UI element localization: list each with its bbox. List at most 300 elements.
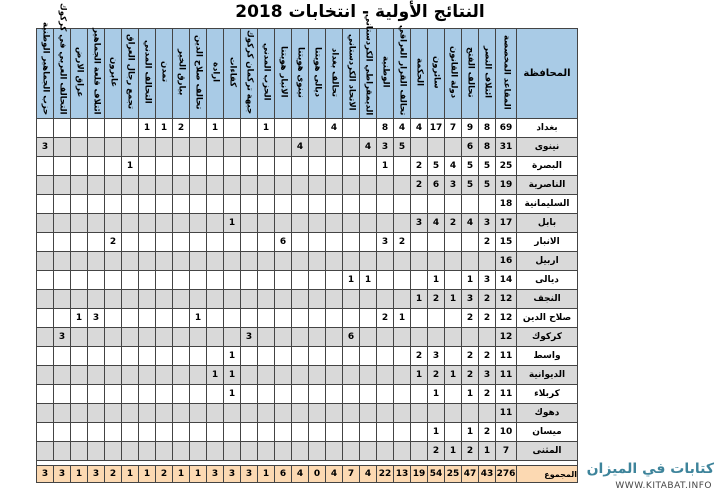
result-cell: 3 bbox=[54, 328, 71, 347]
party-header-label: سائرون bbox=[431, 55, 442, 89]
result-cell: 1 bbox=[360, 271, 377, 290]
result-cell bbox=[88, 195, 105, 214]
result-cell bbox=[122, 271, 139, 290]
result-cell bbox=[462, 252, 479, 271]
result-cell bbox=[377, 347, 394, 366]
total-cell: 4 bbox=[326, 466, 343, 483]
result-cell bbox=[394, 423, 411, 442]
result-cell bbox=[224, 404, 241, 423]
result-cell bbox=[88, 347, 105, 366]
result-cell bbox=[37, 233, 54, 252]
total-cell: 22 bbox=[377, 466, 394, 483]
party-header bbox=[54, 3, 71, 119]
total-cell: 3 bbox=[88, 466, 105, 483]
result-cell bbox=[428, 195, 445, 214]
result-cell bbox=[326, 176, 343, 195]
result-cell bbox=[122, 252, 139, 271]
result-cell bbox=[445, 385, 462, 404]
result-cell bbox=[394, 271, 411, 290]
result-cell bbox=[360, 233, 377, 252]
result-cell bbox=[156, 328, 173, 347]
result-cell bbox=[105, 442, 122, 461]
result-cell bbox=[360, 366, 377, 385]
result-cell bbox=[309, 157, 326, 176]
result-cell bbox=[173, 252, 190, 271]
result-cell bbox=[105, 347, 122, 366]
result-cell bbox=[292, 271, 309, 290]
seats-cell: 25 bbox=[496, 157, 517, 176]
party-header-label: الحكمة bbox=[414, 57, 425, 87]
result-cell bbox=[156, 214, 173, 233]
party-header bbox=[377, 29, 394, 119]
result-cell bbox=[105, 271, 122, 290]
result-cell: 4 bbox=[445, 157, 462, 176]
result-cell bbox=[309, 233, 326, 252]
result-cell bbox=[275, 119, 292, 138]
result-cell bbox=[224, 252, 241, 271]
result-cell bbox=[411, 442, 428, 461]
result-cell bbox=[139, 138, 156, 157]
result-cell bbox=[71, 138, 88, 157]
result-cell bbox=[122, 214, 139, 233]
result-cell bbox=[445, 404, 462, 423]
result-cell bbox=[275, 176, 292, 195]
result-cell bbox=[224, 328, 241, 347]
result-cell bbox=[54, 157, 71, 176]
result-cell bbox=[224, 138, 241, 157]
result-cell bbox=[190, 271, 207, 290]
result-cell bbox=[88, 271, 105, 290]
result-cell bbox=[71, 290, 88, 309]
result-cell: 2 bbox=[411, 347, 428, 366]
result-cell bbox=[258, 290, 275, 309]
result-cell bbox=[37, 309, 54, 328]
table-row bbox=[37, 138, 578, 157]
result-cell bbox=[241, 366, 258, 385]
result-cell bbox=[326, 138, 343, 157]
result-cell bbox=[479, 404, 496, 423]
result-cell bbox=[343, 176, 360, 195]
result-cell bbox=[292, 119, 309, 138]
result-cell bbox=[377, 423, 394, 442]
result-cell bbox=[445, 271, 462, 290]
result-cell bbox=[122, 233, 139, 252]
total-cell: 3 bbox=[207, 466, 224, 483]
result-cell bbox=[343, 252, 360, 271]
result-cell bbox=[173, 271, 190, 290]
seats-cell: 12 bbox=[496, 328, 517, 347]
total-seats: 276 bbox=[496, 466, 517, 483]
result-cell bbox=[207, 385, 224, 404]
result-cell bbox=[71, 157, 88, 176]
result-cell bbox=[88, 366, 105, 385]
result-cell bbox=[394, 366, 411, 385]
result-cell bbox=[394, 214, 411, 233]
result-cell bbox=[54, 385, 71, 404]
result-cell: 1 bbox=[207, 366, 224, 385]
result-cell: 3 bbox=[37, 138, 54, 157]
result-cell bbox=[377, 176, 394, 195]
result-cell bbox=[394, 404, 411, 423]
result-cell bbox=[343, 290, 360, 309]
province-cell: ميسان bbox=[517, 423, 578, 442]
result-cell bbox=[54, 195, 71, 214]
result-cell bbox=[292, 176, 309, 195]
total-label: المجموع bbox=[517, 466, 578, 483]
result-cell bbox=[411, 271, 428, 290]
result-cell: 3 bbox=[479, 271, 496, 290]
result-cell bbox=[241, 214, 258, 233]
result-cell bbox=[394, 347, 411, 366]
result-cell bbox=[139, 290, 156, 309]
party-header-label: التحالف المدني bbox=[142, 40, 153, 104]
result-cell bbox=[428, 328, 445, 347]
result-cell bbox=[173, 290, 190, 309]
result-cell bbox=[156, 176, 173, 195]
result-cell bbox=[37, 157, 54, 176]
result-cell bbox=[343, 347, 360, 366]
party-header-label: دولة القانون bbox=[448, 45, 459, 99]
result-cell bbox=[54, 442, 71, 461]
result-cell bbox=[54, 214, 71, 233]
result-cell bbox=[275, 290, 292, 309]
seats-cell: 7 bbox=[496, 442, 517, 461]
result-cell: 1 bbox=[343, 271, 360, 290]
result-cell bbox=[156, 366, 173, 385]
result-cell: 1 bbox=[445, 366, 462, 385]
result-cell bbox=[309, 366, 326, 385]
result-cell bbox=[207, 404, 224, 423]
result-cell bbox=[462, 233, 479, 252]
result-cell bbox=[360, 347, 377, 366]
result-cell: 1 bbox=[462, 423, 479, 442]
result-cell bbox=[343, 442, 360, 461]
result-cell bbox=[343, 119, 360, 138]
result-cell bbox=[326, 385, 343, 404]
result-cell bbox=[173, 404, 190, 423]
result-cell bbox=[360, 157, 377, 176]
seats-cell: 12 bbox=[496, 290, 517, 309]
total-cell: 19 bbox=[411, 466, 428, 483]
party-header bbox=[258, 29, 275, 119]
result-cell bbox=[394, 157, 411, 176]
party-header-label: نينوى هويتنا bbox=[295, 46, 306, 98]
result-cell: 4 bbox=[394, 119, 411, 138]
result-cell bbox=[360, 442, 377, 461]
result-cell bbox=[360, 290, 377, 309]
result-cell bbox=[258, 328, 275, 347]
result-cell bbox=[377, 271, 394, 290]
result-cell bbox=[190, 119, 207, 138]
total-cell: 0 bbox=[309, 466, 326, 483]
province-cell: واسط bbox=[517, 347, 578, 366]
table-row bbox=[37, 233, 578, 252]
result-cell: 3 bbox=[377, 233, 394, 252]
result-cell bbox=[292, 233, 309, 252]
result-cell bbox=[88, 404, 105, 423]
result-cell bbox=[377, 252, 394, 271]
result-cell bbox=[88, 214, 105, 233]
result-cell bbox=[139, 385, 156, 404]
result-cell bbox=[343, 423, 360, 442]
result-cell bbox=[156, 233, 173, 252]
result-cell: 6 bbox=[462, 138, 479, 157]
party-header-label: تحالف صلاح الدين bbox=[193, 34, 204, 110]
result-cell bbox=[292, 366, 309, 385]
result-cell bbox=[173, 195, 190, 214]
province-cell: كربلاء bbox=[517, 385, 578, 404]
result-cell: 1 bbox=[258, 119, 275, 138]
party-header-label: ارادة bbox=[210, 61, 221, 83]
result-cell bbox=[258, 442, 275, 461]
party-header-label: جبهة تركمان كركوك bbox=[244, 29, 255, 115]
result-cell bbox=[173, 309, 190, 328]
result-cell: 2 bbox=[479, 347, 496, 366]
result-cell bbox=[224, 423, 241, 442]
result-cell: 8 bbox=[479, 119, 496, 138]
result-cell bbox=[207, 176, 224, 195]
result-cell bbox=[343, 157, 360, 176]
total-cell: 1 bbox=[139, 466, 156, 483]
result-cell bbox=[156, 252, 173, 271]
result-cell bbox=[343, 214, 360, 233]
table-body bbox=[37, 119, 578, 483]
result-cell bbox=[326, 290, 343, 309]
result-cell bbox=[360, 404, 377, 423]
result-cell bbox=[275, 138, 292, 157]
result-cell bbox=[445, 195, 462, 214]
result-cell bbox=[71, 385, 88, 404]
result-cell bbox=[377, 214, 394, 233]
result-cell bbox=[360, 214, 377, 233]
result-cell bbox=[309, 290, 326, 309]
table-row bbox=[37, 252, 578, 271]
result-cell: 2 bbox=[428, 366, 445, 385]
total-cell: 2 bbox=[105, 466, 122, 483]
result-cell bbox=[54, 233, 71, 252]
result-cell bbox=[37, 423, 54, 442]
result-cell bbox=[207, 347, 224, 366]
result-cell bbox=[88, 385, 105, 404]
result-cell bbox=[411, 233, 428, 252]
result-cell bbox=[139, 214, 156, 233]
result-cell bbox=[122, 347, 139, 366]
result-cell bbox=[190, 385, 207, 404]
party-header bbox=[292, 29, 309, 119]
result-cell bbox=[326, 233, 343, 252]
result-cell bbox=[309, 385, 326, 404]
result-cell: 1 bbox=[224, 214, 241, 233]
result-cell: 2 bbox=[428, 290, 445, 309]
result-cell bbox=[105, 404, 122, 423]
result-cell bbox=[224, 290, 241, 309]
party-header bbox=[428, 29, 445, 119]
result-cell bbox=[139, 347, 156, 366]
result-cell bbox=[105, 157, 122, 176]
result-cell bbox=[428, 138, 445, 157]
result-cell bbox=[37, 119, 54, 138]
result-cell bbox=[292, 195, 309, 214]
result-cell: 1 bbox=[377, 157, 394, 176]
result-cell bbox=[445, 309, 462, 328]
result-cell bbox=[105, 214, 122, 233]
result-cell bbox=[71, 271, 88, 290]
party-header-label: الحزب المدني bbox=[261, 43, 272, 101]
party-header bbox=[275, 29, 292, 119]
party-header-label: تحالف الفتح bbox=[465, 46, 476, 98]
result-cell bbox=[326, 309, 343, 328]
result-cell bbox=[326, 423, 343, 442]
result-cell bbox=[258, 366, 275, 385]
seats-cell: 14 bbox=[496, 271, 517, 290]
result-cell bbox=[207, 195, 224, 214]
result-cell: 5 bbox=[462, 176, 479, 195]
table-row bbox=[37, 404, 578, 423]
result-cell: 2 bbox=[445, 214, 462, 233]
result-cell bbox=[37, 252, 54, 271]
result-cell bbox=[411, 404, 428, 423]
result-cell bbox=[258, 309, 275, 328]
result-cell bbox=[122, 309, 139, 328]
result-cell bbox=[156, 423, 173, 442]
result-cell: 2 bbox=[462, 442, 479, 461]
result-cell bbox=[292, 385, 309, 404]
seats-cell: 15 bbox=[496, 233, 517, 252]
result-cell bbox=[241, 309, 258, 328]
result-cell bbox=[292, 423, 309, 442]
result-cell bbox=[88, 157, 105, 176]
table-row bbox=[37, 423, 578, 442]
result-cell bbox=[207, 309, 224, 328]
total-cell: 3 bbox=[37, 466, 54, 483]
result-cell bbox=[139, 366, 156, 385]
result-cell bbox=[173, 347, 190, 366]
result-cell bbox=[88, 233, 105, 252]
result-cell: 3 bbox=[479, 214, 496, 233]
result-cell bbox=[445, 233, 462, 252]
result-cell bbox=[275, 347, 292, 366]
result-cell bbox=[241, 347, 258, 366]
result-cell: 2 bbox=[462, 309, 479, 328]
result-cell bbox=[105, 309, 122, 328]
party-header bbox=[224, 29, 241, 119]
result-cell: 5 bbox=[462, 157, 479, 176]
result-cell bbox=[71, 214, 88, 233]
province-cell: كركوك bbox=[517, 328, 578, 347]
result-cell: 1 bbox=[445, 442, 462, 461]
result-cell bbox=[207, 252, 224, 271]
result-cell: 1 bbox=[411, 366, 428, 385]
result-cell bbox=[445, 138, 462, 157]
result-cell bbox=[54, 309, 71, 328]
result-cell bbox=[445, 347, 462, 366]
table-row bbox=[37, 309, 578, 328]
result-cell bbox=[105, 119, 122, 138]
result-cell bbox=[207, 442, 224, 461]
result-cell: 6 bbox=[428, 176, 445, 195]
result-cell bbox=[326, 347, 343, 366]
watermark-url: WWW.KITABAT.INFO bbox=[615, 481, 712, 491]
result-cell bbox=[241, 385, 258, 404]
result-cell bbox=[173, 214, 190, 233]
result-cell bbox=[173, 176, 190, 195]
watermark-logo: كتابات في الميزان bbox=[586, 461, 714, 477]
result-cell bbox=[479, 252, 496, 271]
party-header bbox=[71, 29, 88, 119]
result-cell bbox=[309, 309, 326, 328]
province-cell: النجف bbox=[517, 290, 578, 309]
total-cell: 3 bbox=[54, 466, 71, 483]
table-row bbox=[37, 290, 578, 309]
result-cell: 8 bbox=[479, 138, 496, 157]
result-cell bbox=[71, 176, 88, 195]
party-header-label: ائتلاف قلعة الجماهير bbox=[91, 28, 102, 115]
result-cell bbox=[258, 385, 275, 404]
seats-cell: 11 bbox=[496, 404, 517, 423]
party-header bbox=[309, 29, 326, 119]
result-cell bbox=[207, 157, 224, 176]
seats-cell: 69 bbox=[496, 119, 517, 138]
result-cell: 5 bbox=[479, 157, 496, 176]
result-cell bbox=[394, 252, 411, 271]
result-cell bbox=[190, 423, 207, 442]
result-cell: 1 bbox=[139, 119, 156, 138]
province-cell: نينوى bbox=[517, 138, 578, 157]
result-cell bbox=[224, 233, 241, 252]
result-cell: 2 bbox=[479, 233, 496, 252]
result-cell bbox=[173, 157, 190, 176]
result-cell bbox=[309, 271, 326, 290]
result-cell bbox=[275, 252, 292, 271]
result-cell bbox=[71, 347, 88, 366]
result-cell bbox=[190, 138, 207, 157]
party-header bbox=[88, 29, 105, 119]
total-cell: 25 bbox=[445, 466, 462, 483]
table-row bbox=[37, 271, 578, 290]
seats-cell: 11 bbox=[496, 366, 517, 385]
result-cell bbox=[190, 233, 207, 252]
result-cell bbox=[173, 423, 190, 442]
result-cell bbox=[309, 252, 326, 271]
result-cell: 2 bbox=[479, 423, 496, 442]
result-cell bbox=[37, 176, 54, 195]
total-cell: 3 bbox=[241, 466, 258, 483]
party-header bbox=[462, 29, 479, 119]
result-cell bbox=[241, 195, 258, 214]
result-cell: 2 bbox=[411, 157, 428, 176]
party-header bbox=[326, 29, 343, 119]
result-cell: 3 bbox=[445, 176, 462, 195]
result-cell bbox=[88, 423, 105, 442]
result-cell bbox=[122, 290, 139, 309]
header-row bbox=[37, 29, 578, 119]
result-cell bbox=[394, 290, 411, 309]
province-cell: البصرة bbox=[517, 157, 578, 176]
result-cell bbox=[122, 119, 139, 138]
province-header: المحافظة bbox=[517, 29, 578, 119]
result-cell bbox=[122, 138, 139, 157]
result-cell bbox=[105, 252, 122, 271]
seats-cell: 19 bbox=[496, 176, 517, 195]
result-cell bbox=[377, 385, 394, 404]
result-cell bbox=[88, 138, 105, 157]
party-header-label: تجمع رجال العراق bbox=[125, 34, 136, 110]
result-cell bbox=[343, 366, 360, 385]
result-cell bbox=[156, 347, 173, 366]
result-cell bbox=[309, 404, 326, 423]
result-cell bbox=[394, 442, 411, 461]
result-cell bbox=[105, 385, 122, 404]
